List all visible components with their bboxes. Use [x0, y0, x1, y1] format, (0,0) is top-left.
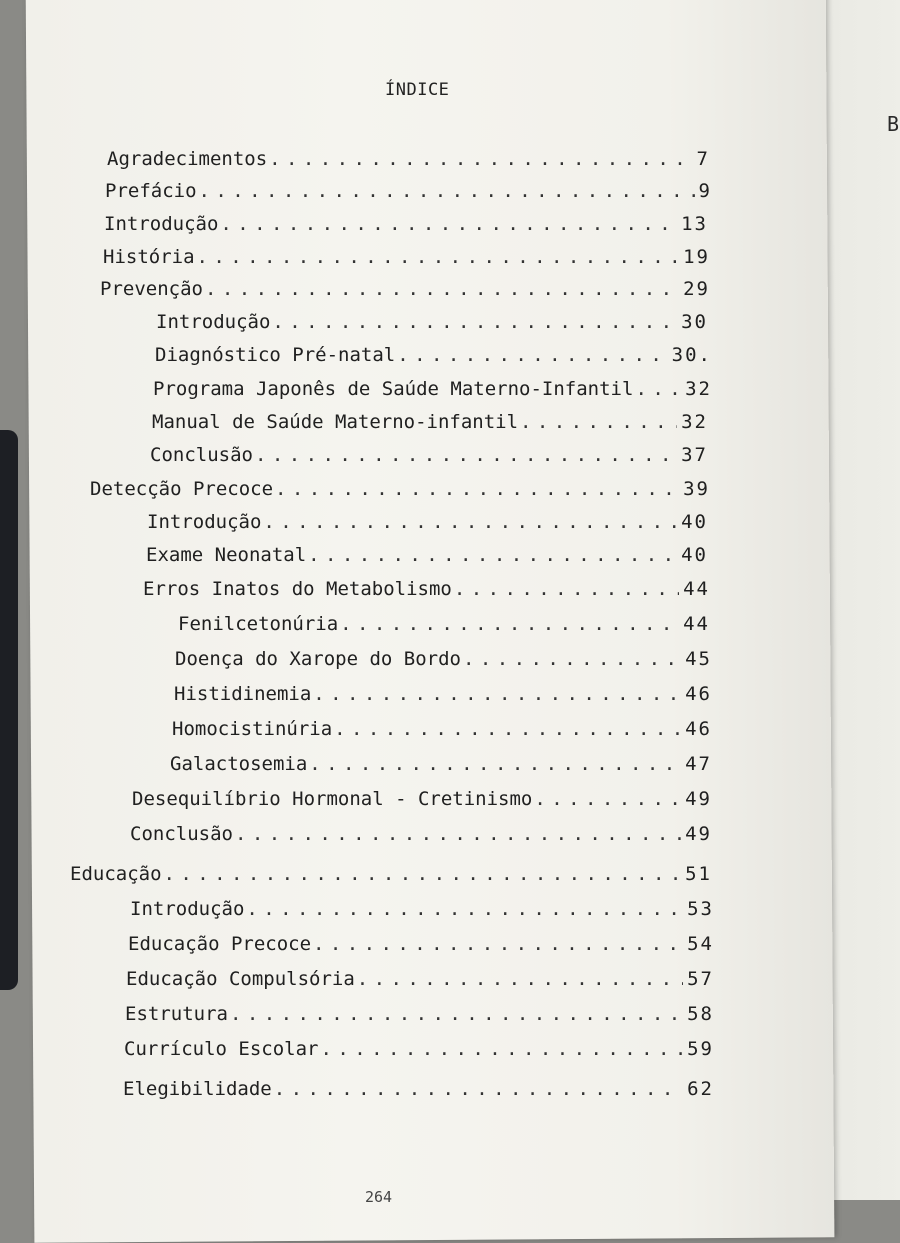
toc-entry-page-number: 30. — [671, 344, 712, 366]
toc-entry — [178, 605, 710, 635]
toc-entry-page-number: 44 — [683, 578, 710, 600]
toc-dot-leader — [309, 753, 681, 775]
toc-entry — [107, 140, 710, 170]
toc-dot-leader — [263, 511, 677, 533]
toc-entry-page-number: 47 — [685, 753, 712, 775]
toc-entry-page-number: 7 — [696, 148, 710, 170]
toc-dot-leader — [220, 213, 677, 235]
toc-entry-label: Diagnóstico Pré-natal — [155, 344, 396, 366]
toc-entry-label: Prevenção — [100, 278, 203, 300]
toc-entry — [132, 780, 712, 810]
toc-entry-label: Galactosemia — [170, 753, 308, 775]
toc-entry — [155, 336, 712, 366]
toc-entry — [130, 890, 714, 920]
toc-dot-leader — [534, 788, 681, 810]
page-title: ÍNDICE — [385, 80, 450, 100]
toc-entry — [146, 536, 708, 566]
toc-dot-leader — [197, 246, 680, 268]
toc-dot-leader — [274, 1078, 683, 1100]
toc-entry — [124, 1030, 714, 1060]
toc-entry-label: Conclusão — [130, 823, 233, 845]
toc-entry-label: Prefácio — [105, 180, 197, 202]
toc-entry — [152, 403, 708, 433]
toc-dot-leader — [164, 863, 682, 885]
toc-entry-label: Educação Compulsória — [126, 968, 355, 990]
toc-entry-label: Elegibilidade — [123, 1078, 272, 1100]
toc-entry-page-number: 58 — [687, 1003, 714, 1025]
toc-entry-page-number: 49 — [685, 788, 712, 810]
toc-entry-label: Agradecimentos — [107, 148, 268, 170]
toc-entry-label: Educação Precoce — [128, 933, 312, 955]
toc-dot-leader — [275, 478, 679, 500]
toc-entry — [70, 855, 712, 885]
toc-entry-page-number: 39 — [683, 478, 710, 500]
toc-dot-leader — [313, 933, 683, 955]
toc-entry-page-number: 32 — [681, 411, 708, 433]
toc-entry-label: Manual de Saúde Materno-infantil — [152, 411, 519, 433]
toc-entry-page-number: 19 — [683, 246, 710, 268]
toc-entry-page-number: 46 — [685, 683, 712, 705]
toc-entry — [90, 470, 710, 500]
toc-entry — [143, 570, 710, 600]
toc-entry-page-number: 40 — [681, 544, 708, 566]
toc-entry-page-number: 37 — [681, 444, 708, 466]
page-number-footer: 264 — [365, 1188, 393, 1206]
toc-entry — [104, 205, 708, 235]
toc-dot-leader — [235, 823, 681, 845]
toc-entry-label: Introdução — [156, 311, 271, 333]
toc-entry — [170, 745, 712, 775]
toc-entry-label: História — [103, 246, 195, 268]
toc-dot-leader — [308, 544, 677, 566]
toc-entry-page-number: 54 — [687, 933, 714, 955]
toc-dot-leader — [320, 1038, 683, 1060]
toc-entry-label: Histidinemia — [174, 683, 312, 705]
toc-entry-page-number: 44 — [683, 613, 710, 635]
toc-entry-label: Introdução — [130, 898, 245, 920]
toc-entry-label: Estrutura — [125, 1003, 228, 1025]
toc-entry — [103, 238, 710, 268]
toc-entry — [128, 925, 714, 955]
toc-entry-page-number: 62 — [687, 1078, 714, 1100]
toc-dot-leader — [272, 311, 677, 333]
toc-entry-label: Educação — [70, 863, 162, 885]
toc-entry-page-number: 49 — [685, 823, 712, 845]
toc-entry — [147, 503, 708, 533]
toc-entry-label: Fenilcetonúria — [178, 613, 339, 635]
toc-dot-leader — [520, 411, 677, 433]
toc-entry-label: Detecção Precoce — [90, 478, 274, 500]
toc-entry-label: Introdução — [104, 213, 219, 235]
toc-dot-leader — [246, 898, 683, 920]
toc-entry-label: Introdução — [147, 511, 262, 533]
toc-dot-leader — [334, 718, 681, 740]
toc-entry — [105, 172, 712, 202]
toc-dot-leader — [340, 613, 679, 635]
toc-entry-page-number: 29 — [683, 278, 710, 300]
toc-entry-page-number: 9 — [698, 180, 712, 202]
toc-entry — [174, 675, 712, 705]
toc-dot-leader — [199, 180, 695, 202]
toc-entry-page-number: 51 — [685, 863, 712, 885]
toc-entry — [125, 995, 714, 1025]
toc-entry — [130, 815, 712, 845]
toc-entry-label: Desequilíbrio Hormonal - Cretinismo — [132, 788, 533, 810]
toc-dot-leader — [635, 378, 681, 400]
toc-dot-leader — [313, 683, 681, 705]
toc-entry — [153, 370, 712, 400]
toc-entry — [100, 270, 710, 300]
toc-dot-leader — [205, 278, 679, 300]
toc-entry — [150, 436, 708, 466]
toc-entry — [156, 303, 708, 333]
toc-entry-label: Erros Inatos do Metabolismo — [143, 578, 452, 600]
toc-dot-leader — [357, 968, 683, 990]
toc-dot-leader — [255, 444, 677, 466]
toc-dot-leader — [269, 148, 692, 170]
toc-entry-label: Homocistinúria — [172, 718, 333, 740]
toc-dot-leader — [454, 578, 679, 600]
toc-entry-page-number: 13 — [681, 213, 708, 235]
toc-entry-label: Exame Neonatal — [146, 544, 307, 566]
toc-entry-page-number: 46 — [685, 718, 712, 740]
toc-entry-page-number: 32 — [685, 378, 712, 400]
toc-dot-leader — [397, 344, 667, 366]
toc-entry-page-number: 57 — [687, 968, 714, 990]
toc-entry-page-number: 59 — [687, 1038, 714, 1060]
toc-entry-page-number: 30 — [681, 311, 708, 333]
toc-entry-page-number: 45 — [685, 648, 712, 670]
toc-dot-leader — [463, 648, 681, 670]
toc-entry-label: Programa Japonês de Saúde Materno-Infantil — [153, 378, 634, 400]
toc-entry — [175, 640, 712, 670]
toc-dot-leader — [230, 1003, 683, 1025]
toc-entry-label: Currículo Escolar — [124, 1038, 319, 1060]
toc-entry — [123, 1070, 714, 1100]
adjacent-page-letter: B — [887, 112, 900, 136]
toc-entry — [126, 960, 714, 990]
toc-entry-label: Conclusão — [150, 444, 253, 466]
toc-entry — [172, 710, 712, 740]
toc-entry-label: Doença do Xarope do Bordo — [175, 648, 461, 670]
toc-entry-page-number: 53 — [687, 898, 714, 920]
toc-entry-page-number: 40 — [681, 511, 708, 533]
